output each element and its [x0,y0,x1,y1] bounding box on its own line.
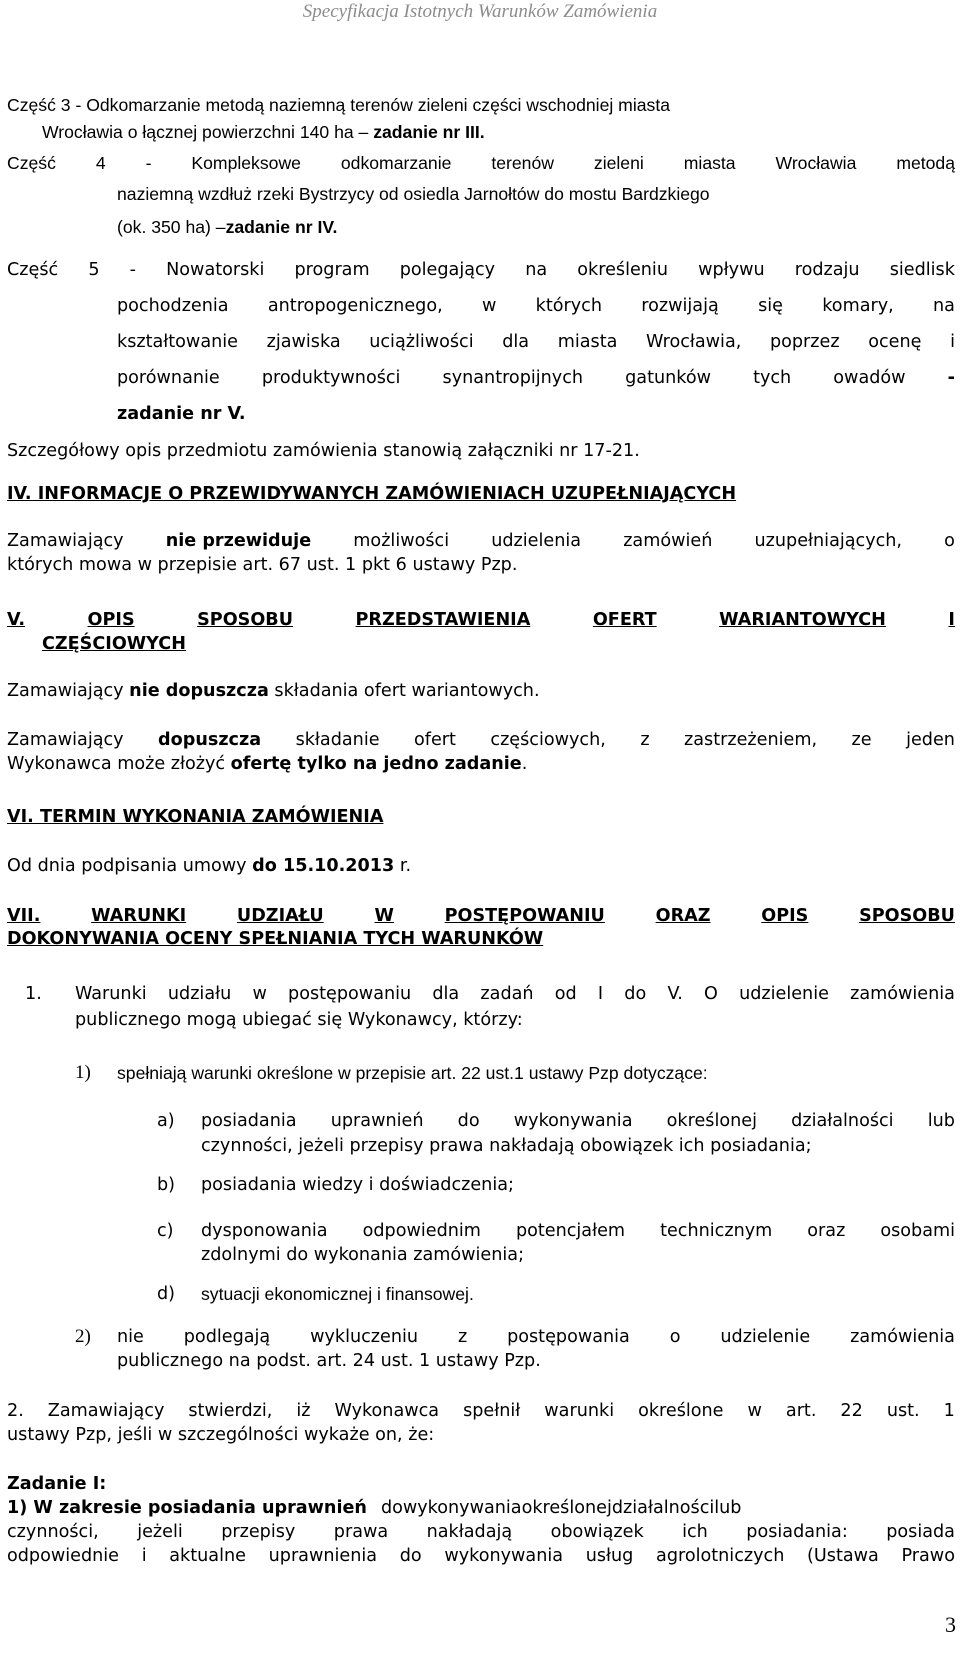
word: gatunków [625,368,711,388]
section-vi-heading: VI. TERMIN WYKONANIA ZAMÓWIENIA [7,807,384,827]
section-v-heading-line2: CZĘŚCIOWYCH [42,634,186,654]
word: stwierdzi, [188,1401,273,1421]
word: od [554,984,577,1004]
word: na [933,296,955,316]
word: składanie [295,730,380,750]
word: program [294,260,370,280]
word: obowiązek [550,1522,644,1542]
item-c-label: c) [157,1221,174,1241]
word: Nowatorski [166,260,265,280]
section-vii-heading-line2: DOKONYWANIA OCENY SPEŁNIANIA TYCH WARUNKÓW [7,929,544,949]
word: uzupełniających, [754,531,903,551]
word: zastrzeżeniem, [684,730,818,750]
word: 1 [943,1401,955,1421]
section-v-para2-line1 [7,729,955,751]
word: - [947,368,955,388]
word: ocenę [868,332,922,352]
word: wykonywania [513,1111,633,1131]
word: dysponowania [201,1221,328,1241]
word: jeden [906,730,955,750]
sub1-number: 1) [75,1062,91,1083]
part5-line2 [117,295,955,317]
word: dla [432,984,460,1004]
section-iv-heading: IV. INFORMACJE O PRZEWIDYWANYCH ZAMÓWIENIACH UZUPEŁNIAJĄCYCH [7,484,737,504]
word: czynności, [7,1522,99,1542]
detail-note: Szczegółowy opis przedmiotu zamówienia stanowią załączniki nr 17-21. [7,441,640,461]
running-header: Specyfikacja Istotnych Warunków Zamówienia [302,1,658,22]
section-v-para2-line2: Wykonawca może złożyć ofertę tylko na jedno zadanie. [7,754,528,774]
word: zadań [480,984,534,1004]
word: posiadania [201,1111,297,1131]
section-v-para1: Zamawiający nie dopuszcza składania ofert wariantowych. [7,681,540,701]
item-a-line2: czynności, jeżeli przepisy prawa nakładają obowiązek ich posiadania; [201,1136,812,1156]
page-number: 3 [945,1612,956,1637]
word: Warunki [75,984,147,1004]
word: udziału [167,984,232,1004]
word: zamówienia [850,984,955,1004]
word: poprzez [769,332,840,352]
word: porównanie [117,368,220,388]
zadanie-i-line1 [7,1497,955,1519]
part3-line1: Część 3 - Odkomarzanie metodą naziemną terenów zieleni części wschodniej miasta [7,95,670,115]
word: (Ustawa [807,1546,879,1566]
word: synantropijnych [442,368,584,388]
zadanie-i-label: Zadanie I: [7,1474,107,1494]
word: o [944,531,955,551]
word: OPIS [87,610,135,630]
word: których [535,296,602,316]
word: usług [585,1546,634,1566]
word: - [145,153,152,173]
word: spełnił [463,1401,521,1421]
section-iv-line1 [7,530,955,552]
section-v-heading-line1 [7,609,955,631]
word: agrolotniczych [656,1546,785,1566]
word: Wrocławia [775,153,857,173]
word: określonej [666,1111,757,1131]
word: terenów [491,153,554,173]
word: częściowych, [490,730,606,750]
word: technicznym [660,1221,773,1241]
word: osobami [880,1221,955,1241]
word: określeniu [577,260,668,280]
item-b-text: posiadania wiedzy i doświadczenia; [201,1175,514,1195]
part5-line5: zadanie nr V. [117,404,246,424]
item1-number: 1. [25,984,42,1004]
word: O [704,984,718,1004]
word: OFERT [592,610,657,630]
word: komary, [822,296,894,316]
word: określone [638,1401,724,1421]
word: odkomarzanie [340,153,452,173]
word: do [380,1498,403,1518]
word: zjawiska [266,332,341,352]
word: 4 [95,153,106,173]
word: na [525,260,548,280]
item-d-label: d) [157,1284,176,1304]
item-c-line1 [201,1220,955,1242]
part5-line3 [117,331,955,353]
word: zieleni [593,153,644,173]
word: WARUNKI [91,906,187,926]
word: podlegają [183,1327,271,1347]
sub2-line1 [117,1326,955,1348]
word: w [747,1401,762,1421]
word: określonej [521,1498,612,1518]
word: wykluczeniu [310,1327,419,1347]
word: i [950,332,955,352]
word: posiadania: [746,1522,848,1542]
part4-line1 [7,152,955,174]
word: V. [667,984,683,1004]
word: lub [714,1498,742,1518]
word: pochodzenia [117,296,229,316]
word: Zamawiający [47,1401,165,1421]
word: uprawnień [330,1111,424,1131]
word: art. [785,1401,817,1421]
word: metodą [896,153,955,173]
word: prawa [333,1522,389,1542]
item-a-label: a) [157,1111,175,1131]
item1-line2: publicznego mogą ubiegać się Wykonawcy, którzy: [75,1010,523,1030]
word: przepisy [221,1522,296,1542]
word: udzielenie [739,984,829,1004]
word: I [948,610,955,630]
word: Część [7,153,56,173]
word: siedlisk [889,260,955,280]
word: Wykonawca [334,1401,440,1421]
word: POSTĘPOWANIU [444,906,605,926]
word: 2. [7,1401,24,1421]
word: Zamawiający [7,531,124,551]
part5-line4 [117,367,955,389]
word: z [640,730,650,750]
word: wykonywania [444,1546,564,1566]
word: zamówień [623,531,713,551]
word: do [457,1111,480,1131]
word: nakładają [426,1522,513,1542]
word: udzielenia [491,531,582,551]
item-b-label: b) [157,1175,176,1195]
word: nie przewiduje [165,531,312,551]
word: produktywności [261,368,401,388]
word: antropogenicznego, [267,296,443,316]
word: uprawnienia [268,1546,378,1566]
word: ich [682,1522,708,1542]
word: i [141,1546,147,1566]
word: polegający [399,260,496,280]
word: owadów [833,368,906,388]
word: Część [7,260,59,280]
word: ofert [414,730,456,750]
word: lub [927,1111,955,1131]
word: odpowiednim [362,1221,481,1241]
item2-line2: ustawy Pzp, jeśli w szczególności wykaże on, że: [7,1425,435,1445]
word: 5 [88,260,100,280]
word: miasta [683,153,736,173]
word: do [624,984,647,1004]
word: dla [502,332,530,352]
word: z [457,1327,468,1347]
part5-line1 [7,259,955,281]
section-iv-line2: których mowa w przepisie art. 67 ust. 1 pkt 6 ustawy Pzp. [7,555,518,575]
word: wykonywania [402,1498,522,1518]
section-vii-heading-line1 [7,905,955,927]
word: postępowania [507,1327,630,1347]
word: posiada [886,1522,955,1542]
word: zamówienia [850,1327,955,1347]
section-vi-text: Od dnia podpisania umowy do 15.10.2013 r. [7,856,412,876]
word: 22 [840,1401,863,1421]
item-d-text: sytuacji ekonomicznej i finansowej. [201,1284,474,1304]
word: V. [7,610,26,630]
word: oraz [807,1221,846,1241]
word: SPOSOBU [859,906,955,926]
word: UDZIAŁU [236,906,324,926]
word: w [481,296,497,316]
word: Wrocławia, [646,332,742,352]
word: PRZEDSTAWIENIA [355,610,531,630]
word: w [252,984,267,1004]
word: ORAZ [655,906,711,926]
word: Kompleksowe [191,153,301,173]
sub1-text: spełniają warunki określone w przepisie art. 22 ust.1 ustawy Pzp dotyczące: [117,1063,708,1083]
word: I [597,984,604,1004]
word: do [399,1546,422,1566]
word: dopuszcza [158,730,262,750]
word: postępowaniu [288,984,412,1004]
zadanie-i-line2 [7,1521,955,1543]
sub2-line2: publicznego na podst. art. 24 ust. 1 ustawy Pzp. [117,1351,541,1371]
word: Zamawiający [7,730,124,750]
word: warunki [544,1401,615,1421]
zadanie-i-line3 [7,1545,955,1567]
word: SPOSOBU [197,610,293,630]
word: uciążliwości [369,332,474,352]
word: OPIS [761,906,809,926]
word: kształtowanie [117,332,238,352]
word: możliwości [353,531,450,551]
item-c-line2: zdolnymi do wykonania zamówienia; [201,1245,525,1265]
word: W [374,906,394,926]
word: rozwijają [641,296,719,316]
word: się [758,296,783,316]
word: udzielenie [720,1327,811,1347]
word: miasta [557,332,618,352]
item-a-line1 [201,1110,955,1132]
word: ust. [886,1401,920,1421]
word: Prawo [901,1546,955,1566]
word: tych [753,368,792,388]
word: nie [117,1327,144,1347]
zadanie-i-line1-rest [381,1497,955,1519]
word: - [129,260,136,280]
part4-line3: (ok. 350 ha) –zadanie nr IV. [117,217,338,237]
word: działalności [791,1111,894,1131]
word: jeżeli [137,1522,183,1542]
word: wpływu [698,260,765,280]
sub2-number: 2) [75,1326,91,1347]
word: działalności [611,1498,715,1518]
word: iż [296,1401,311,1421]
word: ze [851,730,872,750]
word: WARIANTOWYCH [719,610,886,630]
word: aktualne [169,1546,246,1566]
word: o [669,1327,681,1347]
word: odpowiednie [7,1546,119,1566]
word: rodzaju [794,260,860,280]
part3-line2: Wrocławia o łącznej powierzchni 140 ha – zadanie nr III. [42,122,485,142]
item2-line1 [7,1400,955,1422]
part4-line2: naziemną wzdłuż rzeki Bystrzycy od osiedla Jarnołtów do mostu Bardzkiego [117,184,710,204]
word: potencjałem [515,1221,626,1241]
item1-line1 [75,983,955,1005]
word: VII. [7,906,41,926]
zadanie-i-bold-lead: 1) W zakresie posiadania uprawnień [7,1498,367,1518]
